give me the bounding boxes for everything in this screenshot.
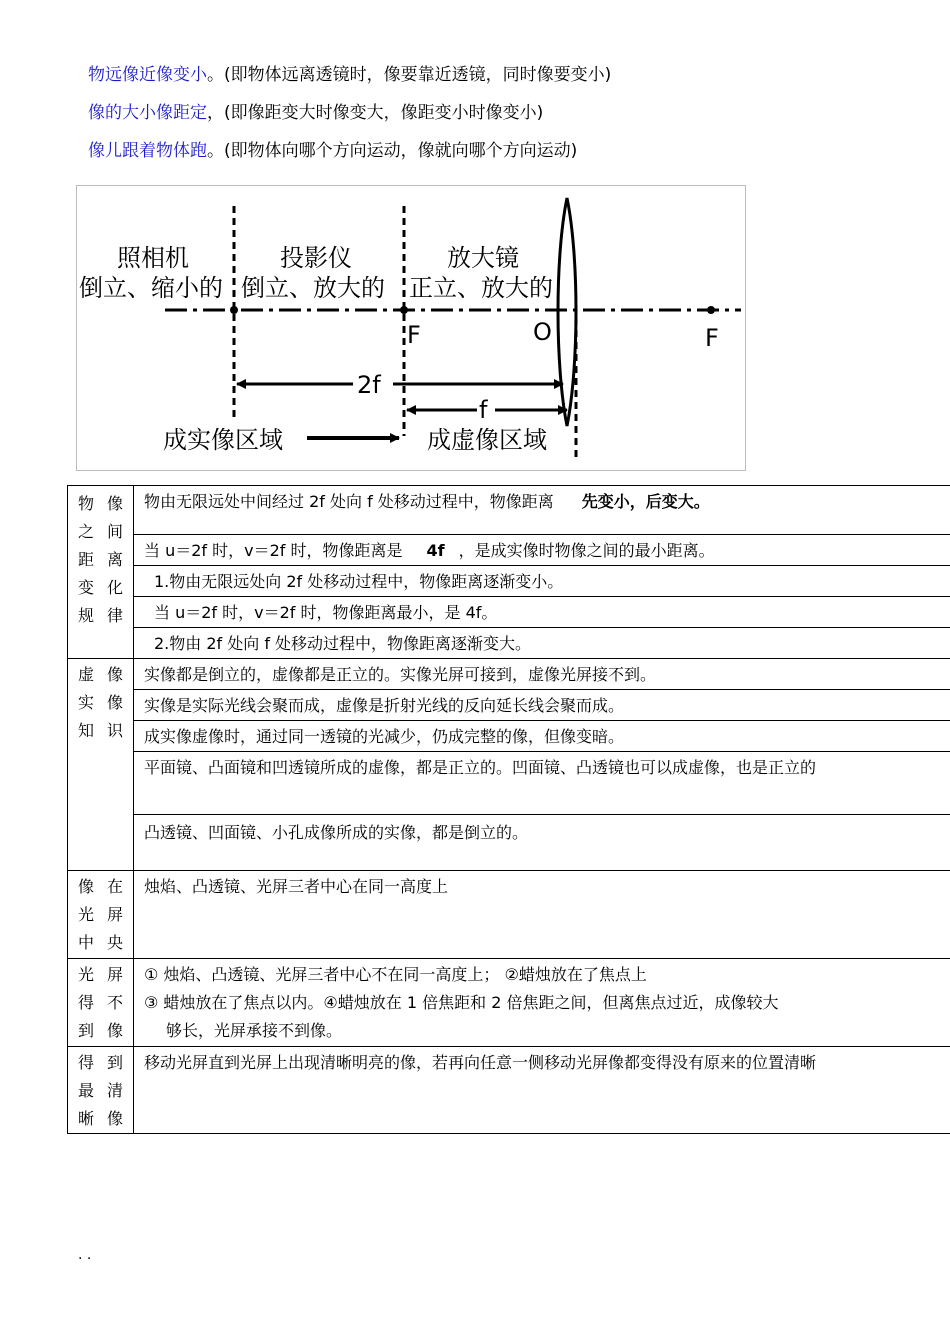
table-row xyxy=(68,871,950,959)
label-2f: 2f xyxy=(357,371,381,399)
distance-row-2-text: 当 u＝2f 时，v＝2f 时，物像距离是 xyxy=(144,541,403,560)
convex-lens-shape xyxy=(558,198,576,426)
distance-row-1-text: 物由无限远处中间经过 2f 处向 f 处移动过程中，物像距离 xyxy=(144,492,554,511)
magnifier-title: 放大镜 xyxy=(447,244,519,272)
screen-center-row: 烛焰、凸透镜、光屏三者中心在同一高度上 xyxy=(134,871,950,959)
no-image-line-3: 够长，光屏承接不到像。 xyxy=(166,1021,343,1040)
table-row xyxy=(68,535,950,566)
distance-rule-header: 物像之间距离变化规律 xyxy=(68,486,134,659)
rule-2-keyword: 像的大小像距定 xyxy=(88,103,207,123)
table-row xyxy=(68,597,950,628)
rule-3-keyword: 像儿跟着物体跑 xyxy=(88,141,207,161)
page-footer-dots: . . xyxy=(78,1247,92,1263)
table-row xyxy=(68,628,950,659)
projector-title: 投影仪 xyxy=(280,244,352,272)
table-row xyxy=(68,1047,950,1134)
distance-row-1-conclusion: 先变小，后变大。 xyxy=(581,492,710,511)
no-image-line-1: ① 烛焰、凸透镜、光屏三者中心不在同一高度上； ②蜡烛放在了焦点上 xyxy=(144,965,647,984)
table-row xyxy=(68,486,950,535)
rule-1-keyword: 物远像近像变小 xyxy=(88,65,207,85)
point-2f-dot xyxy=(230,306,238,314)
clearest-image-row: 移动光屏直到光屏上出现清晰明亮的像，若再向任意一侧移动光屏像都变得没有原来的位置清晰 xyxy=(134,1047,950,1134)
table-row xyxy=(68,690,950,721)
lens-center-label: O xyxy=(533,318,552,346)
no-image-line-2: ③ 蜡烛放在了焦点以内。④蜡烛放在 1 倍焦距和 2 倍焦距之间，但离焦点过近，成像较大 xyxy=(144,993,779,1012)
focal-label-right: F xyxy=(705,324,719,352)
real-image-zone-label: 成实像区域 xyxy=(163,426,283,454)
focal-point-left-dot xyxy=(400,306,408,314)
table-row xyxy=(68,815,950,871)
convex-lens-imaging-diagram xyxy=(76,185,746,471)
knowledge-row-3: 成实像虚像时，通过同一透镜的光减少，仍成完整的像，但像变暗。 xyxy=(134,721,950,752)
knowledge-row-1: 实像都是倒立的，虚像都是正立的。实像光屏可接到，虚像光屏接不到。 xyxy=(134,659,950,690)
no-image-header: 光屏得不到像 xyxy=(68,959,134,1047)
rule-line-3 xyxy=(88,140,577,162)
table-row xyxy=(68,659,950,690)
distance-row-2-value: 4f xyxy=(426,541,445,560)
focal-point-right-dot xyxy=(707,306,715,314)
focal-label-left: F xyxy=(407,321,421,349)
camera-title: 照相机 xyxy=(117,244,189,272)
table-row xyxy=(68,721,950,752)
image-knowledge-header: 虚像实像知识 xyxy=(68,659,134,871)
knowledge-row-5: 凸透镜、凹面镜、小孔成像所成的实像，都是倒立的。 xyxy=(134,815,950,871)
clearest-image-header: 得到最清晰像 xyxy=(68,1047,134,1134)
distance-row-3: 1.物由无限远处向 2f 处移动过程中，物像距离逐渐变小。 xyxy=(134,566,950,597)
label-f: f xyxy=(479,396,488,424)
rule-line-2 xyxy=(88,102,543,124)
distance-row-2 xyxy=(134,535,950,566)
camera-desc: 倒立、缩小的 xyxy=(79,274,223,302)
rule-1-explanation: 。(即物体远离透镜时，像要靠近透镜，同时像要变小) xyxy=(207,65,612,85)
knowledge-row-2: 实像是实际光线会聚而成，虚像是折射光线的反向延长线会聚而成。 xyxy=(134,690,950,721)
rule-3-explanation: 。(即物体向哪个方向运动，像就向哪个方向运动) xyxy=(207,141,578,161)
table-row xyxy=(68,959,950,1047)
knowledge-row-4: 平面镜、凸面镜和凹透镜所成的虚像，都是正立的。凹面镜、凸透镜也可以成虚像，也是正立的 xyxy=(134,752,950,815)
distance-row-4: 当 u＝2f 时，v＝2f 时，物像距离最小，是 4f。 xyxy=(134,597,950,628)
lens-notes-table xyxy=(67,485,950,1134)
screen-center-header: 像在光屏中央 xyxy=(68,871,134,959)
rule-2-explanation: ，(即像距变大时像变大，像距变小时像变小) xyxy=(207,103,544,123)
table-row xyxy=(68,566,950,597)
projector-desc: 倒立、放大的 xyxy=(241,274,385,302)
no-image-row xyxy=(134,959,950,1047)
virtual-image-zone-label: 成虚像区域 xyxy=(427,426,547,454)
distance-row-5: 2.物由 2f 处向 f 处移动过程中，物像距离逐渐变大。 xyxy=(134,628,950,659)
table-row xyxy=(68,752,950,815)
rule-line-1 xyxy=(88,64,611,86)
magnifier-desc: 正立、放大的 xyxy=(409,274,553,302)
distance-row-1 xyxy=(134,486,950,535)
distance-row-2-tail: ，是成实像时物像之间的最小距离。 xyxy=(458,541,715,560)
